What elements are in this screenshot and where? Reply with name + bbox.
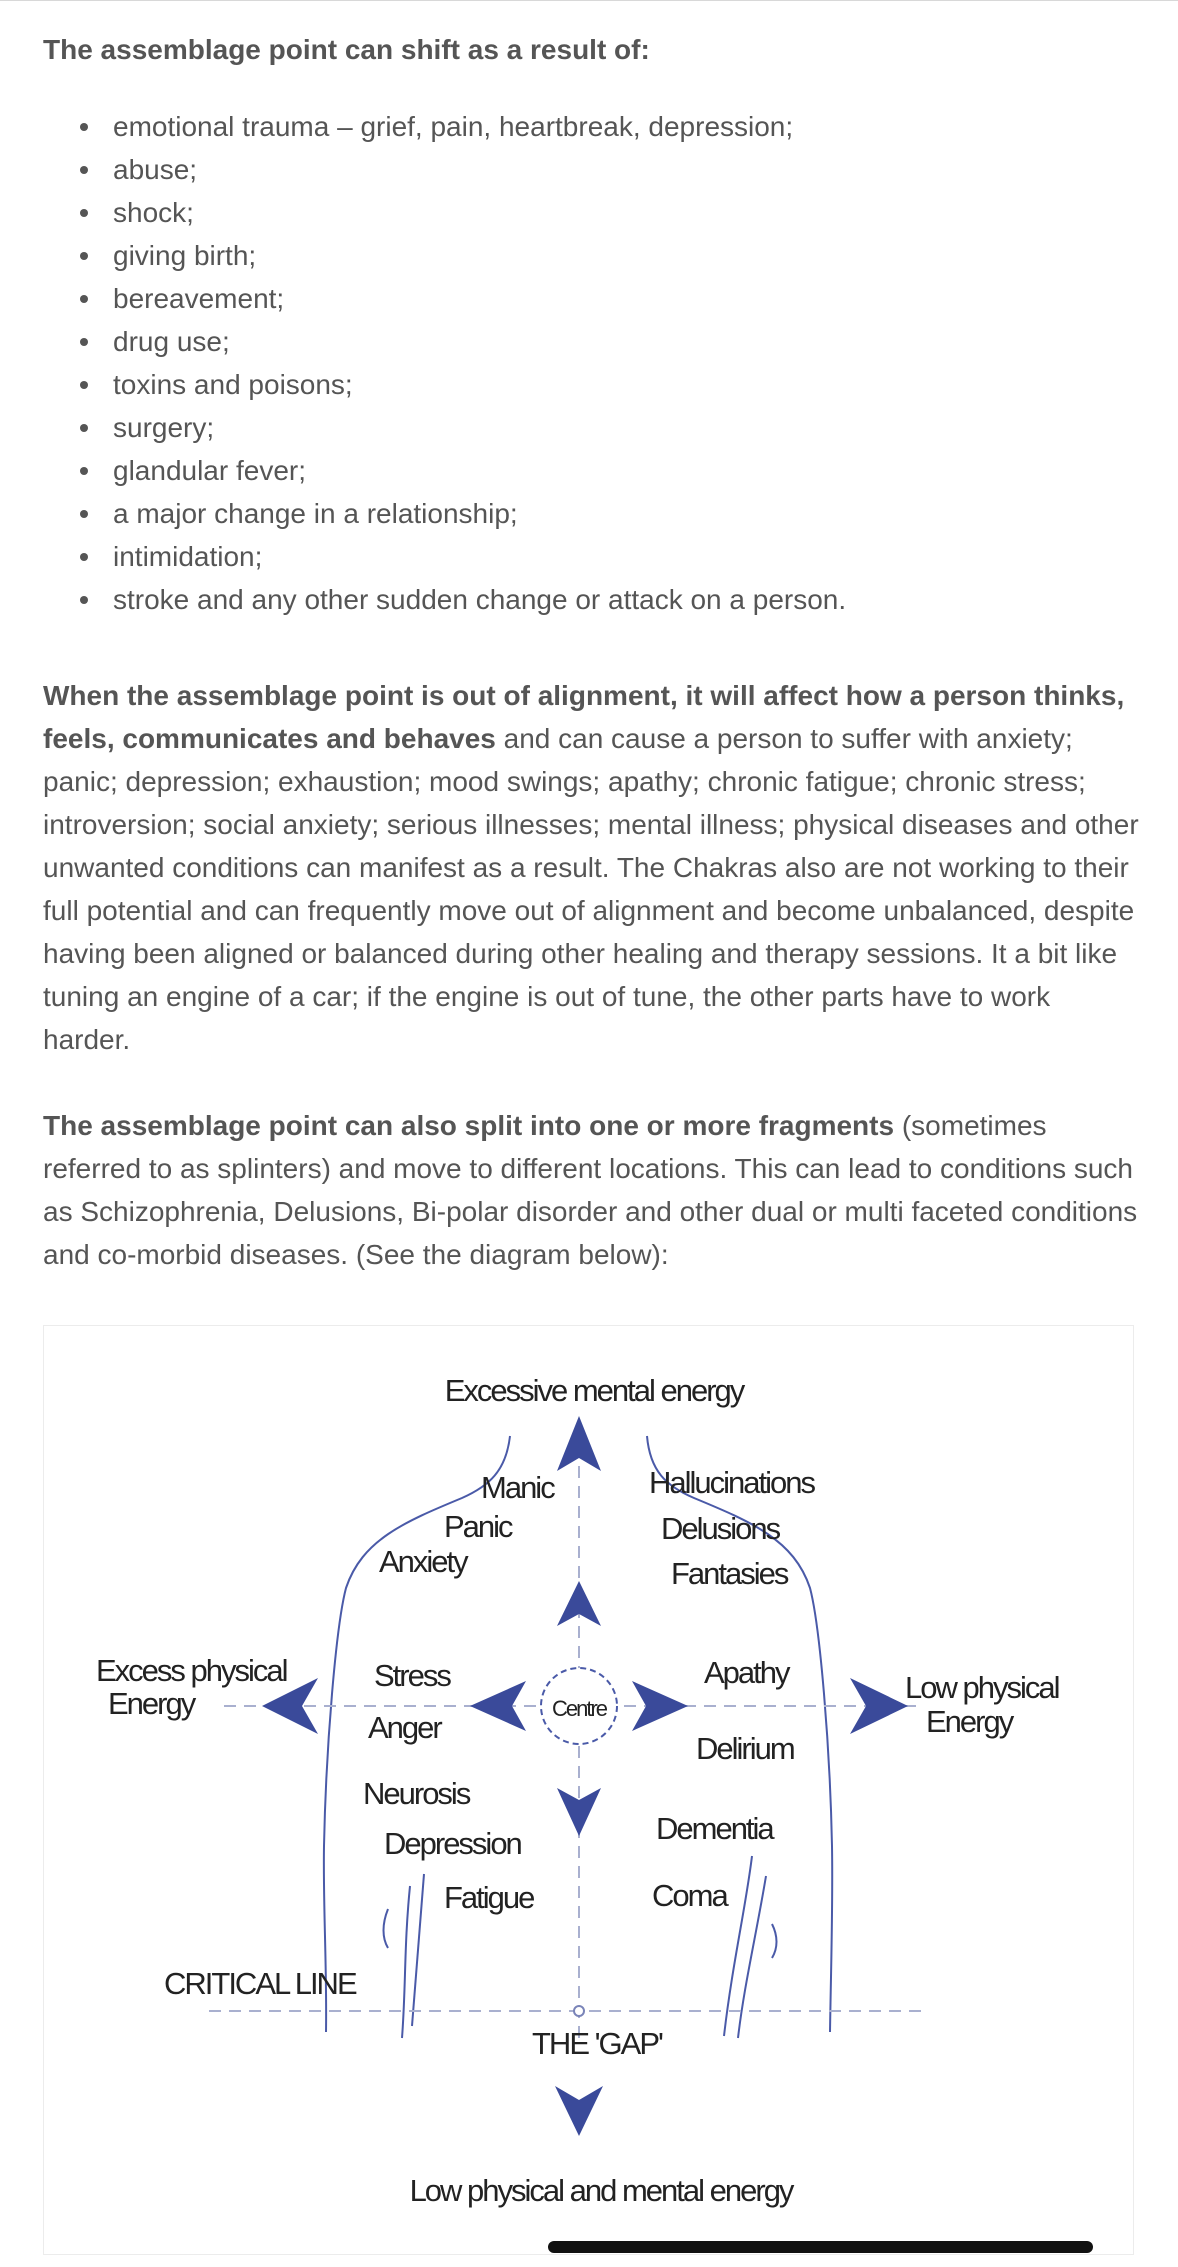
bullet-icon: [80, 596, 88, 604]
term-hallucinations: Hallucinations: [649, 1465, 814, 1500]
right-arm-inner: [724, 1856, 752, 2036]
term-delusions: Delusions: [661, 1511, 780, 1546]
section-heading: The assemblage point can shift as a result of:: [43, 34, 650, 65]
list-item: drug use;: [43, 320, 1143, 363]
right-hand-curve: [772, 1924, 777, 1958]
term-manic: Manic: [481, 1470, 554, 1505]
bullet-icon: [80, 123, 88, 131]
guide-lines: [209, 1446, 924, 2046]
arrow-right-inner-icon: [632, 1681, 688, 1731]
bullet-icon: [80, 381, 88, 389]
right-label-line1: Low physical: [905, 1670, 1059, 1705]
term-panic: Panic: [444, 1509, 512, 1544]
left-hand-curve: [384, 1909, 389, 1948]
gap-label: THE 'GAP': [532, 2026, 662, 2061]
arrow-down-bottom-icon: [555, 2086, 603, 2136]
bullet-icon: [80, 252, 88, 260]
left-label-line1: Excess physical: [96, 1653, 287, 1688]
arrow-up-inner-icon: [557, 1581, 601, 1626]
list-item: giving birth;: [43, 234, 1143, 277]
list-item: stroke and any other sudden change or attack on a person.: [43, 578, 1143, 621]
bullet-icon: [80, 295, 88, 303]
bullet-icon: [80, 424, 88, 432]
term-anger: Anger: [368, 1710, 441, 1745]
list-item: shock;: [43, 191, 1143, 234]
bullet-icon: [80, 467, 88, 475]
alignment-paragraph-bold: When the assemblage point is out of alignment, it will affect how a person thinks, feels, communicates and behaves: [43, 680, 1125, 754]
term-apathy: Apathy: [704, 1655, 789, 1690]
term-delirium: Delirium: [696, 1731, 794, 1766]
fragments-paragraph-text: (sometimes referred to as splinters) and move to different locations. This can lead to conditions such as Schizophrenia, Delusions, Bi-polar disorder and other dual or multi faceted conditions and co-morbid diseases. (See the diagram below):: [43, 1110, 1138, 1270]
term-dementia: Dementia: [656, 1811, 773, 1846]
centre-label: Centre: [551, 1696, 607, 1721]
right-arm-outer: [738, 1876, 766, 2038]
arrow-up-top-icon: [557, 1416, 601, 1471]
list-item: bereavement;: [43, 277, 1143, 320]
term-coma: Coma: [652, 1878, 727, 1913]
top-divider: [0, 0, 1178, 1]
diagram-svg: [44, 1326, 1133, 2254]
bullet-icon: [80, 553, 88, 561]
term-fantasies: Fantasies: [671, 1556, 788, 1591]
list-item: toxins and poisons;: [43, 363, 1143, 406]
term-anxiety: Anxiety: [379, 1544, 467, 1579]
bottom-label: Low physical and mental energy: [409, 2173, 793, 2208]
arrow-right-outer-icon: [850, 1678, 908, 1734]
bullet-icon: [80, 209, 88, 217]
left-arm-inner: [412, 1874, 424, 2026]
critical-line-label: CRITICAL LINE: [164, 1966, 356, 2001]
left-arm-outer: [402, 1886, 410, 2038]
alignment-paragraph: [43, 674, 1143, 1061]
gap-marker: [574, 2006, 584, 2016]
list-item: glandular fever;: [43, 449, 1143, 492]
bullet-icon: [80, 338, 88, 346]
home-indicator[interactable]: [548, 2241, 1093, 2253]
list-item: intimidation;: [43, 535, 1143, 578]
term-neurosis: Neurosis: [363, 1776, 470, 1811]
list-item: emotional trauma – grief, pain, heartbreak, depression;: [43, 105, 1143, 148]
fragments-paragraph-bold: The assemblage point can also split into one or more fragments: [43, 1110, 895, 1141]
alignment-paragraph-text: and can cause a person to suffer with anxiety; panic; depression; exhaustion; mood swings; apathy; chronic fatigue; chronic stress; introversion; social anxiety; serious illnesses; mental illness; physical diseases and other unwanted conditions can manifest as a result. The Chakras also are not working to their full potential and can frequently move out of alignment and become unbalanced, despite having been aligned or balanced during other healing and therapy sessions. It a bit like tuning an engine of a car; if the engine is out of tune, the other parts have to work harder.: [43, 723, 1139, 1055]
arrow-left-inner-icon: [470, 1681, 526, 1731]
assemblage-point-diagram: [43, 1325, 1134, 2255]
list-item: a major change in a relationship;: [43, 492, 1143, 535]
term-fatigue: Fatigue: [444, 1880, 534, 1915]
causes-list: [43, 105, 1143, 621]
term-stress: Stress: [374, 1658, 450, 1693]
list-item: abuse;: [43, 148, 1143, 191]
fragments-paragraph: [43, 1104, 1143, 1276]
term-depression: Depression: [384, 1826, 521, 1861]
top-label: Excessive mental energy: [444, 1373, 744, 1408]
list-item: surgery;: [43, 406, 1143, 449]
right-label-line2: Energy: [926, 1704, 1013, 1739]
bullet-icon: [80, 166, 88, 174]
bullet-icon: [80, 510, 88, 518]
left-label-line2: Energy: [108, 1686, 195, 1721]
article-content: [43, 28, 1143, 1276]
